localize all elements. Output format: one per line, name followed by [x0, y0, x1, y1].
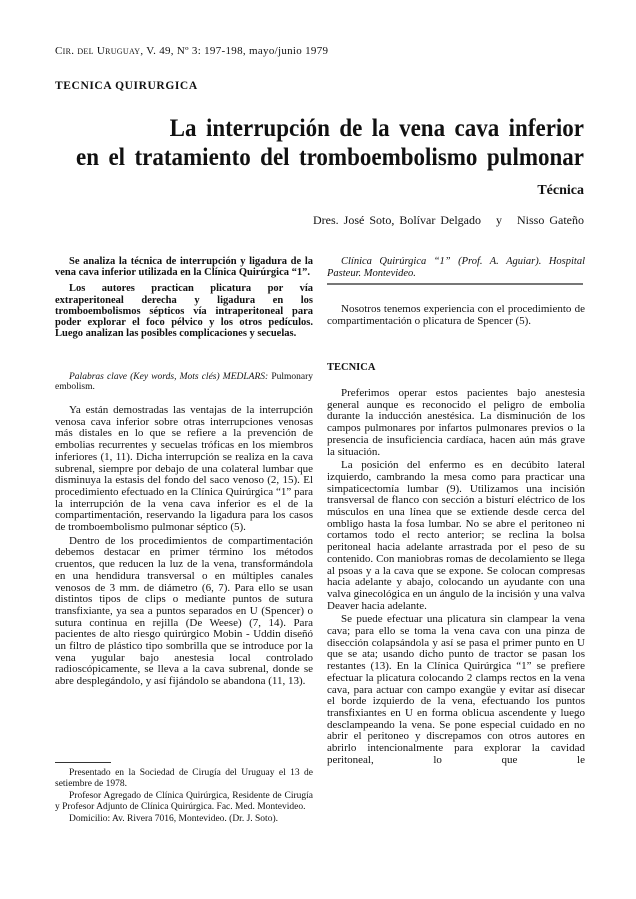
- keywords: [55, 372, 313, 392]
- footnote: Profesor Agregado de Clínica Quirúrgica, Residente de Cirugía y Profesor Adjunto de Clínica Quirúrgica. Fac. Med. Montevideo.: [55, 790, 313, 813]
- footnote-rule: [55, 762, 111, 763]
- body-paragraph: Ya están demostradas las ventajas de la interrupción venosa cava inferior sobre otras interrupciones venosas más distales en lo que se refiere a la prevención de embolias recurrentes y secuelas tróficas en los miembros inferiores (1, 11). Dicha interrupción se realiza en la cava subrenal, siempre por debajo de una colateral lumbar que disminuya la estasis del fondo del saco venoso (2, 15). El procedimiento efectuado en la Clínica Quirúrgica “1” para la interrupción de la vena cava inferior es el de la compartimentación, reservando la ligadura para los casos de tromboembolismo pulmonar séptico (5).: [55, 404, 313, 534]
- right-intro: [327, 304, 585, 327]
- section-label: TECNICA QUIRURGICA: [55, 80, 198, 92]
- article-title: [32, 114, 584, 172]
- keywords-value: Pulmonary embolism.: [55, 372, 314, 392]
- title-line-1: La interrupción de la vena cava inferior: [169, 115, 584, 142]
- journal-citation: , V. 49, Nº 3: 197-198, mayo/junio 1979: [140, 45, 329, 57]
- body-paragraph: La posición del enfermo es en decúbito lateral izquierdo, cambrando la mesa como para practicar una simpaticectomía lumbar (9). Utilizamos una incisión transversal de flanco con sección a bisturí eléctrico de los músculos en una línea que se extiende desde cerca del ombligo hasta la fosa lumbar. No se abre el peritoneo ni cortamos todo el recto anterior; se reclina la bolsa peritoneal hacia adelante arrastrada por el peso de su contenido. Con maniobras romas de decolamiento se llega al psoas y a la cava que se expone. Se colocan compresas hacia adelante y abajo, colocando un ayudante con una valva ginecológica en un ángulo de la incisión y una valva Deaver hacia adelante.: [327, 459, 585, 612]
- affiliation: [327, 256, 585, 279]
- affiliation-text: Clínica Quirúrgica “1” (Prof. A. Aguiar). Hospital Pasteur. Montevideo.: [327, 256, 585, 279]
- abstract: [55, 256, 313, 339]
- footnotes: [55, 768, 313, 825]
- technique-heading: TECNICA: [327, 362, 376, 373]
- footnote: Presentado en la Sociedad de Cirugía del Uruguay el 13 de setiembre de 1978.: [55, 768, 313, 790]
- journal-header: [55, 45, 328, 57]
- subtitle: Técnica: [537, 183, 584, 198]
- left-body: [55, 405, 313, 688]
- authors: Dres. José Soto, Bolívar Delgado y Nisso Gateño: [313, 213, 584, 227]
- keywords-label: Palabras clave (Key words, Mots clés) MEDLARS:: [69, 372, 269, 382]
- body-paragraph: Preferimos operar estos pacientes bajo anestesia general aunque es reconocido el peligro de embolia durante la inducción anestésica. La disminución de los campos pulmonares por infartos pulmonares previos o la presencia de insuficiencia cardíaca, hacen aún más grave la situación.: [327, 387, 585, 458]
- footnote: Domicilio: Av. Rivera 7016, Montevideo. (Dr. J. Soto).: [69, 813, 278, 824]
- body-paragraph: Dentro de los procedimientos de compartimentación debemos destacar en primer término los métodos cruentos, que reducen la luz de la vena, transformándola en una hendidura transversal o en múltiples canales venosos de 3 mm. de diámetro (6, 7). Para ello se usan distintos tipos de clips o mediante puntos de sutura transfixiante, ya sea a puntos separados en U (Spencer) o sutura continua en rejilla (De Weese) (7, 14). Para pacientes de alto riesgo quirúrgico Mobin - Uddin diseñó un filtro de plástico tipo sombrilla que se introduce por la vena yugular bajo anestesia local controlado radioscópicamente, se lleva a la cava subrenal, donde se abre desplegándolo, y así fijándolo se abandona (11, 13).: [55, 534, 313, 688]
- body-paragraph: Se puede efectuar una plicatura sin clampear la vena cava; para ello se toma la vena cava con una pinza de disección colapsándola y así se pasa el primer punto en U que se ata; usando dicho punto de tractor se pasan los restantes (13). En la Clínica Quirúrgica “1” se prefiere efectuar la plicatura colocando 2 clamps rectos en la vena cava, para actuar con campo exangüe y evitar así disecar el borde izquierdo de la vena, efectuando los puntos transfixiantes en U en forma oblicua ascendente y luego desclampeando la vena. Se pone especial cuidado en no abrir el peritoneo y discrepamos con otros autores en abrirlo intencionalmente para explorar la cavidad peritoneal, lo que le: [327, 613, 585, 766]
- journal-name: Cir. del Uruguay: [55, 45, 141, 57]
- title-line-2: en el tratamiento del tromboembolismo pulmonar: [76, 144, 584, 171]
- abstract-paragraph: Se analiza la técnica de interrupción y ligadura de la vena cava inferior utilizada en la Clínica Quirúrgica “1”.: [55, 256, 313, 279]
- body-paragraph: Nosotros tenemos experiencia con el procedimiento de compartimentación o plicatura de Spencer (5).: [327, 303, 585, 327]
- affiliation-rule: [327, 283, 583, 285]
- abstract-paragraph: Los autores practican plicatura por vía extraperitoneal derecha y ligadura en los tromboembolismos sépticos vía intraperitoneal para poder explorar el foco pélvico y los otros pedículos. Luego analizan las posibles complicaciones y secuelas.: [55, 283, 313, 340]
- right-body: [327, 388, 585, 767]
